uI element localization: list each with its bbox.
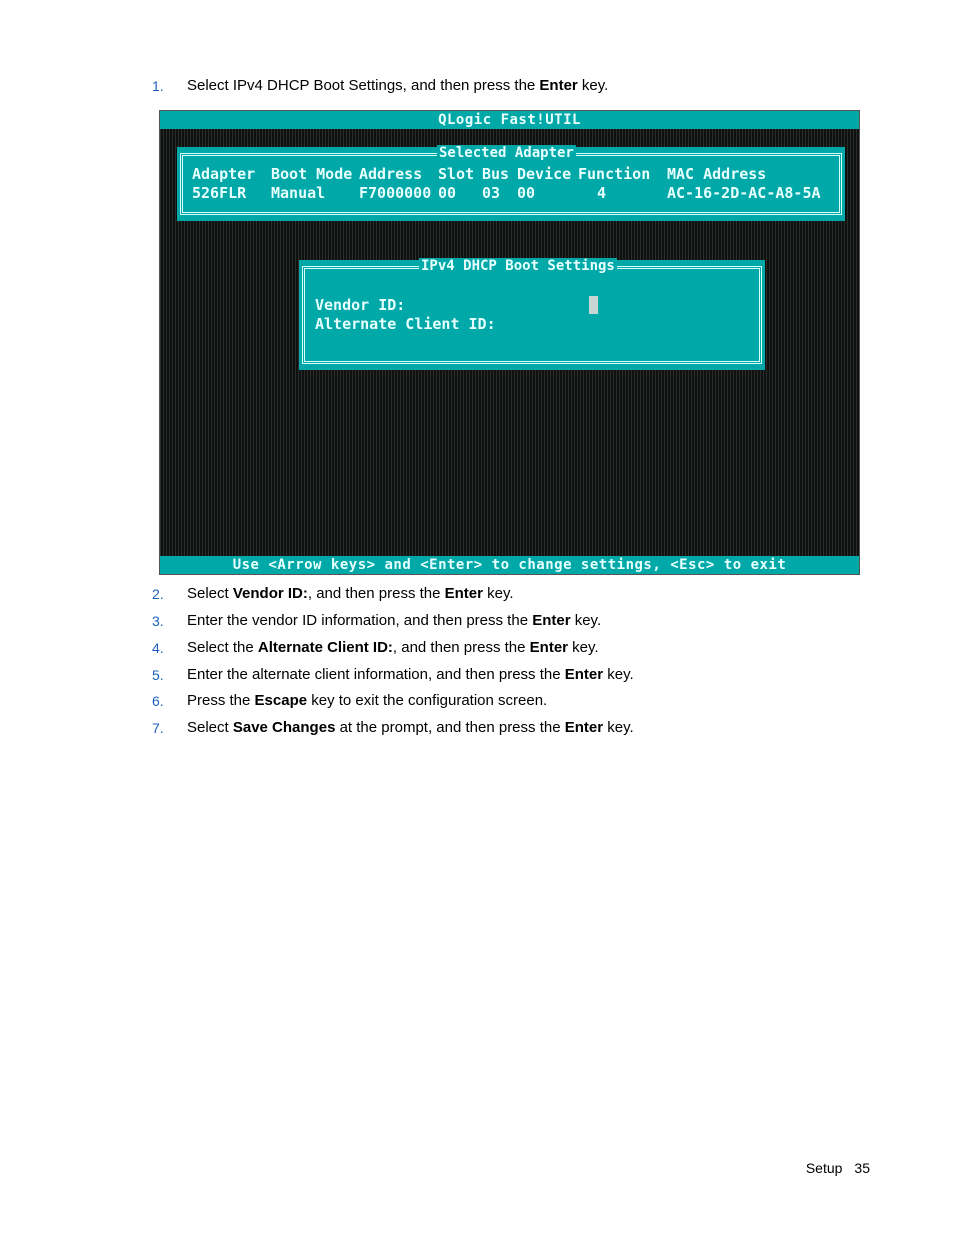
col-header-slot: Slot (438, 165, 475, 183)
dhcp-settings-dialog (299, 260, 765, 370)
vendor-id-field[interactable] (589, 296, 598, 314)
step-number: 3. (152, 613, 164, 629)
col-header-function: Function (578, 165, 651, 183)
step-number: 5. (152, 667, 164, 683)
col-header-device: Device (517, 165, 572, 183)
step-text: Select Vendor ID:, and then press the Enter key. (187, 585, 514, 602)
col-header-address: Address (359, 165, 423, 183)
device-value: 00 (517, 184, 536, 202)
col-header-adapter: Adapter (192, 165, 256, 183)
selected-adapter-panel (177, 147, 845, 221)
step-7 (0, 717, 954, 739)
step-6 (0, 690, 954, 712)
bus-value: 03 (482, 184, 501, 202)
mac-address-value: AC-16-2D-AC-A8-5A (667, 184, 821, 202)
page-footer (806, 1157, 870, 1179)
step-5 (0, 664, 954, 686)
selected-adapter-title: Selected Adapter (439, 145, 574, 161)
step-number: 4. (152, 640, 164, 656)
step-number: 1. (152, 78, 164, 94)
utility-title-bar: QLogic Fast!UTIL (160, 111, 859, 129)
step-number: 6. (152, 693, 164, 709)
step-number: 7. (152, 720, 164, 736)
col-header-bus: Bus (482, 165, 510, 183)
col-header-boot-mode: Boot Mode (271, 165, 353, 183)
step-2 (0, 583, 954, 605)
vendor-id-label[interactable]: Vendor ID: (315, 296, 406, 314)
page-number: 35 (854, 1160, 870, 1176)
step-text: Select Save Changes at the prompt, and then press the Enter key. (187, 719, 634, 736)
step-1 (0, 75, 954, 97)
bios-screenshot (159, 110, 860, 575)
step-4 (0, 637, 954, 659)
function-value: 4 (597, 184, 607, 202)
address-value: F7000000 (359, 184, 432, 202)
slot-value: 00 (438, 184, 457, 202)
alternate-client-id-label[interactable]: Alternate Client ID: (315, 315, 496, 333)
footer-section: Setup (805, 1160, 843, 1176)
dhcp-settings-title: IPv4 DHCP Boot Settings (421, 258, 615, 274)
step-text: Enter the alternate client information, and then press the Enter key. (187, 666, 634, 683)
step-text: Select the Alternate Client ID:, and then press the Enter key. (187, 639, 599, 656)
status-bar: Use <Arrow keys> and <Enter> to change settings, <Esc> to exit (160, 556, 859, 574)
step-text: Press the Escape key to exit the configuration screen. (187, 692, 548, 709)
step-3 (0, 610, 954, 632)
step-text: Enter the vendor ID information, and then press the Enter key. (187, 612, 602, 629)
boot-mode-value: Manual (271, 184, 326, 202)
step-text: Select IPv4 DHCP Boot Settings, and then press the Enter key. (187, 77, 609, 94)
col-header-mac-address: MAC Address (667, 165, 767, 183)
adapter-value: 526FLR (192, 184, 247, 202)
step-number: 2. (152, 586, 164, 602)
